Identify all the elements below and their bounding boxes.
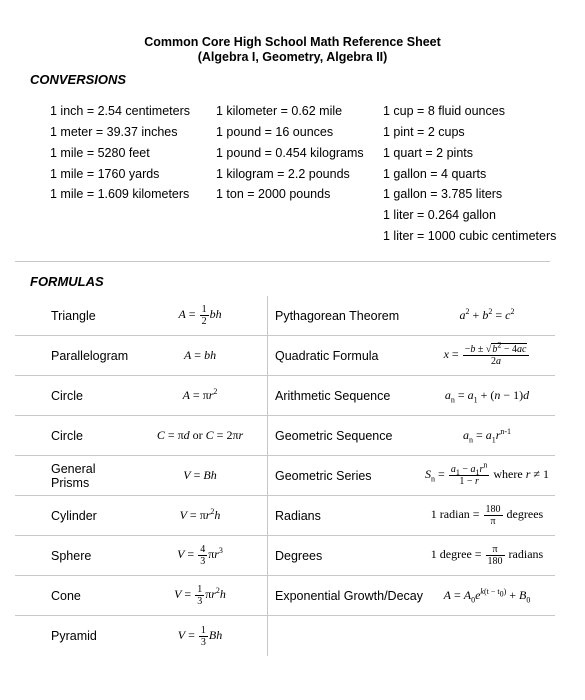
formula-name: Exponential Growth/Decay	[268, 576, 426, 616]
conversion-item: 1 gallon = 4 quarts	[383, 167, 487, 181]
formulas-table	[15, 296, 555, 656]
formulas-heading: FORMULAS	[30, 274, 104, 289]
cylinder-volume-formula: $V = \pi r^2h$	[133, 496, 268, 536]
conversion-item: 1 mile = 5280 feet	[50, 146, 150, 160]
quadratic-formula: x = $\frac{-b \pm √b^2 - 4ac}{2a}$	[425, 336, 555, 376]
arithmetic-sequence-formula: $a_n = a_1 + (n - 1)d$	[425, 376, 555, 416]
conversion-item: 1 liter = 1000 cubic centimeters	[383, 229, 557, 243]
table-row	[15, 336, 555, 376]
conversion-item: 1 inch = 2.54 centimeters	[50, 104, 191, 118]
formula-name: Circle	[15, 416, 133, 456]
formula-name: Pythagorean Theorem	[268, 296, 426, 336]
conversion-item: 1 mile = 1760 yards	[50, 167, 160, 181]
conversion-item: 1 mile = 1.609 kilometers	[50, 187, 190, 201]
empty-cell	[268, 616, 426, 657]
formula-name: Arithmetic Sequence	[268, 376, 426, 416]
formula-name: General Prisms	[15, 456, 133, 496]
geometric-sequence-formula: $a_n = a_1r^{n-1}$	[425, 416, 555, 456]
table-row	[15, 456, 555, 496]
formula-name: Quadratic Formula	[268, 336, 426, 376]
radians-formula: 1 radian = $\frac{180}{\pi}$ degrees	[425, 496, 555, 536]
formula-name: Geometric Series	[268, 456, 426, 496]
table-row	[15, 376, 555, 416]
page-title: Common Core High School Math Reference Sheet	[144, 35, 441, 49]
cone-volume-formula: V = $\frac{1}{3}$ $\pi r^2h$	[133, 576, 268, 616]
geometric-series-formula: $S_n$ = $\frac{a_1 - a_1r^n}{1 - r}$ where r ≠ 1	[425, 456, 555, 496]
formula-name: Circle	[15, 376, 133, 416]
formula-name: Cylinder	[15, 496, 133, 536]
table-row	[15, 496, 555, 536]
conversion-item: 1 meter = 39.37 inches	[50, 125, 178, 139]
conversion-item: 1 liter = 0.264 gallon	[383, 208, 496, 222]
formula-name: Radians	[268, 496, 426, 536]
pyramid-volume-formula: V = $\frac{1}{3}$ Bh	[177, 624, 223, 648]
page-subtitle: (Algebra I, Geometry, Algebra II)	[197, 50, 388, 64]
parallelogram-formula: A = bh	[133, 336, 268, 376]
formula-name: Degrees	[268, 536, 426, 576]
formula-name: Parallelogram	[15, 336, 133, 376]
pythagorean-formula: $a^2 + b^2 = c^2$	[425, 296, 555, 336]
conversion-item: 1 gallon = 3.785 liters	[383, 187, 503, 201]
conversion-item: 1 pound = 16 ounces	[216, 125, 334, 139]
formula-name: Cone	[15, 576, 133, 616]
table-row	[15, 416, 555, 456]
formula-name: Triangle	[15, 296, 133, 336]
conversion-item: 1 pint = 2 cups	[383, 125, 465, 139]
table-row	[15, 536, 555, 576]
section-divider	[15, 261, 550, 262]
formula-name: Geometric Sequence	[268, 416, 426, 456]
prism-volume-formula: V = Bh	[133, 456, 268, 496]
table-row	[15, 576, 555, 616]
table-row	[15, 616, 555, 657]
conversions-heading: CONVERSIONS	[30, 72, 127, 87]
triangle-formula: A = $\frac{1}{2}$ bh	[133, 296, 268, 336]
circle-area-formula: $A = \pi r^2$	[133, 376, 268, 416]
circle-circumference-formula: C = πd or C = 2πr	[133, 416, 268, 456]
exponential-growth-formula: $A = A_0e^{k(t - t_0)} + B_0$	[425, 576, 555, 616]
formula-name: Pyramid	[51, 629, 97, 643]
conversion-item: 1 pound = 0.454 kilograms	[216, 146, 364, 160]
formula-name: Sphere	[15, 536, 133, 576]
conversion-item: 1 quart = 2 pints	[383, 146, 473, 160]
conversion-item: 1 ton = 2000 pounds	[216, 187, 331, 201]
conversion-item: 1 kilogram = 2.2 pounds	[216, 167, 350, 181]
empty-cell	[425, 616, 555, 657]
table-row	[15, 296, 555, 336]
conversion-item: 1 cup = 8 fluid ounces	[383, 104, 505, 118]
degrees-formula: 1 degree = $\frac{\pi}{180}$ radians	[425, 536, 555, 576]
conversion-item: 1 kilometer = 0.62 mile	[216, 104, 343, 118]
sphere-volume-formula: V = $\frac{4}{3}$ $\pi r^3$	[133, 536, 268, 576]
